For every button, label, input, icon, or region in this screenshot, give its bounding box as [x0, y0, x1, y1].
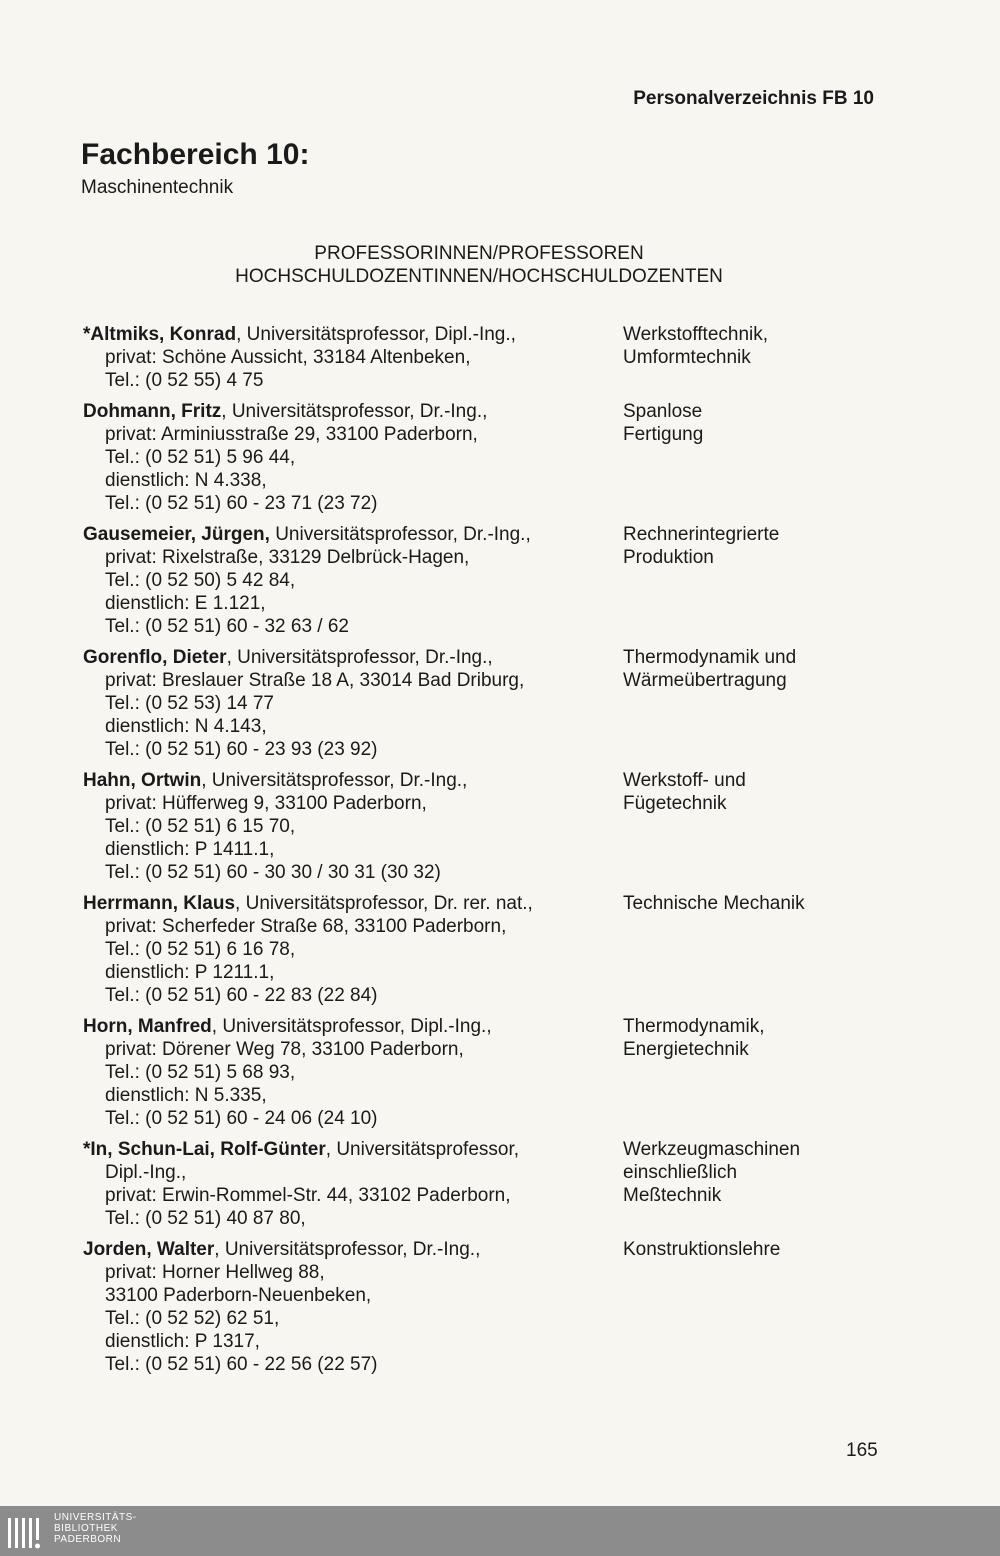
staff-name: Gorenflo, Dieter — [83, 647, 227, 668]
staff-contact — [83, 1238, 603, 1376]
staff-name-line — [83, 400, 603, 423]
staff-entry — [83, 1015, 883, 1130]
staff-subject — [623, 400, 883, 446]
staff-contact — [83, 646, 603, 761]
staff-contact — [83, 892, 603, 1007]
staff-contact-line: Tel.: (0 52 51) 60 - 32 63 / 62 — [105, 616, 349, 637]
staff-title: Universitätsprofessor, Dr.-Ing., — [269, 524, 531, 545]
staff-contact-line: Tel.: (0 52 51) 60 - 30 30 / 30 31 (30 32) — [105, 862, 441, 883]
staff-subject-line: Werkstofftechnik, — [623, 324, 769, 345]
staff-subject — [623, 523, 883, 569]
staff-contact-line: 33100 Paderborn-Neuenbeken, — [105, 1285, 372, 1306]
staff-entry — [83, 769, 883, 884]
staff-contact — [83, 523, 603, 638]
page-subtitle: Maschinentechnik — [81, 177, 234, 198]
staff-contact-line: Tel.: (0 52 52) 62 51, — [105, 1308, 280, 1329]
staff-contact-line: Tel.: (0 52 51) 60 - 24 06 (24 10) — [105, 1108, 378, 1129]
staff-title: , Universitätsprofessor, Dr. rer. nat., — [235, 893, 533, 914]
staff-contact — [83, 323, 603, 392]
staff-name: Hahn, Ortwin — [83, 770, 202, 791]
staff-title: , Universitätsprofessor, Dr.-Ing., — [221, 401, 488, 422]
staff-subject-line: Thermodynamik und — [623, 647, 797, 668]
staff-contact-line: dienstlich: N 5.335, — [105, 1085, 267, 1106]
staff-name: Jorden, Walter — [83, 1239, 215, 1260]
staff-contact-line: Tel.: (0 52 51) 5 68 93, — [105, 1062, 296, 1083]
staff-subject-line: Energietechnik — [623, 1039, 749, 1060]
staff-subject-line: Wärmeübertragung — [623, 670, 787, 691]
staff-contact-line: dienstlich: P 1211.1, — [105, 962, 275, 983]
staff-subject-line: Werkstoff- und — [623, 770, 746, 791]
page-number: 165 — [846, 1440, 878, 1461]
staff-contact-line: Tel.: (0 52 51) 6 16 78, — [105, 939, 296, 960]
staff-title: , Universitätsprofessor, Dr.-Ing., — [226, 647, 493, 668]
staff-contact — [83, 400, 603, 515]
staff-name: *In, Schun-Lai, Rolf-Günter — [83, 1139, 326, 1160]
staff-subject-line: Umformtechnik — [623, 347, 751, 368]
staff-name-line — [83, 1238, 603, 1261]
staff-name-line — [83, 892, 603, 915]
staff-subject-line: Konstruktionslehre — [623, 1239, 781, 1260]
staff-contact — [83, 769, 603, 884]
staff-contact-line: privat: Breslauer Straße 18 A, 33014 Bad Driburg, — [105, 670, 525, 691]
staff-name-line — [83, 1015, 603, 1038]
staff-contact-line: dienstlich: E 1.121, — [105, 593, 266, 614]
staff-title: , Universitätsprofessor, — [325, 1139, 520, 1160]
staff-subject-line: Technische Mechanik — [623, 893, 805, 914]
library-logo-icon — [6, 1512, 46, 1552]
staff-contact-line: privat: Hüfferweg 9, 33100 Paderborn, — [105, 793, 427, 814]
staff-subject-line: Thermodynamik, — [623, 1016, 765, 1037]
staff-entry — [83, 523, 883, 638]
library-name-line-2: BIBLIOTHEK — [54, 1523, 118, 1534]
staff-entry — [83, 323, 883, 392]
library-footer-bar — [0, 1506, 1000, 1556]
staff-contact-line: Tel.: (0 52 50) 5 42 84, — [105, 570, 296, 591]
staff-name: *Altmiks, Konrad — [83, 324, 237, 345]
staff-title: , Universitätsprofessor, Dr.-Ing., — [214, 1239, 481, 1260]
staff-contact-line: Tel.: (0 52 51) 6 15 70, — [105, 816, 296, 837]
section-heading-line-1: PROFESSORINNEN/PROFESSOREN — [314, 243, 644, 264]
staff-subject-line: Werkzeugmaschinen — [623, 1139, 801, 1160]
staff-contact-line: privat: Rixelstraße, 33129 Delbrück-Hagen, — [105, 547, 470, 568]
running-header: Personalverzeichnis FB 10 — [633, 88, 874, 109]
staff-subject-line: Fügetechnik — [623, 793, 727, 814]
staff-name: Horn, Manfred — [83, 1016, 212, 1037]
staff-list — [83, 323, 883, 1384]
section-heading-line-2: HOCHSCHULDOZENTINNEN/HOCHSCHULDOZENTEN — [235, 266, 723, 287]
staff-subject — [623, 646, 883, 692]
staff-entry — [83, 400, 883, 515]
staff-contact-line: Tel.: (0 52 51) 40 87 80, — [105, 1208, 306, 1229]
staff-name-line — [83, 323, 603, 346]
staff-name-line — [83, 769, 603, 792]
staff-contact-line: Tel.: (0 52 51) 5 96 44, — [105, 447, 296, 468]
staff-contact-line: Tel.: (0 52 51) 60 - 23 93 (23 92) — [105, 739, 378, 760]
staff-contact-line: Tel.: (0 52 51) 60 - 23 71 (23 72) — [105, 493, 378, 514]
staff-contact-line: privat: Schöne Aussicht, 33184 Altenbeken, — [105, 347, 471, 368]
staff-contact-line: Tel.: (0 52 51) 60 - 22 83 (22 84) — [105, 985, 378, 1006]
staff-contact-line: Dipl.-Ing., — [105, 1162, 187, 1183]
staff-title: , Universitätsprofessor, Dipl.-Ing., — [236, 324, 516, 345]
staff-subject — [623, 1238, 883, 1261]
staff-contact-line: privat: Horner Hellweg 88, — [105, 1262, 325, 1283]
staff-contact-line: privat: Scherfeder Straße 68, 33100 Paderborn, — [105, 916, 507, 937]
staff-subject — [623, 769, 883, 815]
staff-name-line — [83, 646, 603, 669]
section-heading — [0, 242, 958, 288]
staff-subject-line: Produktion — [623, 547, 714, 568]
library-name — [54, 1512, 137, 1545]
staff-title: , Universitätsprofessor, Dipl.-Ing., — [211, 1016, 492, 1037]
staff-name: Dohmann, Fritz — [83, 401, 222, 422]
staff-contact-line: privat: Arminiusstraße 29, 33100 Paderborn, — [105, 424, 478, 445]
staff-subject-line: Rechnerintegrierte — [623, 524, 780, 545]
staff-contact — [83, 1138, 603, 1230]
staff-subject — [623, 1138, 883, 1207]
staff-entry — [83, 646, 883, 761]
library-name-line-1: UNIVERSITÄTS- — [54, 1512, 137, 1523]
staff-contact-line: privat: Erwin-Rommel-Str. 44, 33102 Paderborn, — [105, 1185, 511, 1206]
page-title: Fachbereich 10: — [81, 138, 310, 171]
staff-subject-line: Spanlose — [623, 401, 703, 422]
staff-title: , Universitätsprofessor, Dr.-Ing., — [201, 770, 468, 791]
staff-entry — [83, 892, 883, 1007]
staff-contact-line: privat: Dörener Weg 78, 33100 Paderborn, — [105, 1039, 464, 1060]
staff-contact-line: dienstlich: N 4.143, — [105, 716, 267, 737]
staff-entry — [83, 1238, 883, 1376]
staff-contact-line: Tel.: (0 52 55) 4 75 — [105, 370, 264, 391]
staff-subject — [623, 1015, 883, 1061]
staff-subject — [623, 323, 883, 369]
staff-name-line — [83, 523, 603, 546]
library-name-line-3: PADERBORN — [54, 1534, 122, 1545]
staff-entry — [83, 1138, 883, 1230]
staff-contact-line: dienstlich: P 1317, — [105, 1331, 260, 1352]
staff-contact-line: Tel.: (0 52 53) 14 77 — [105, 693, 274, 714]
staff-subject-line: Fertigung — [623, 424, 704, 445]
staff-subject-line: einschließlich — [623, 1162, 738, 1183]
staff-subject-line: Meßtechnik — [623, 1185, 722, 1206]
staff-contact-line: dienstlich: N 4.338, — [105, 470, 267, 491]
staff-name-line — [83, 1138, 603, 1161]
staff-contact-line: dienstlich: P 1411.1, — [105, 839, 275, 860]
staff-name: Herrmann, Klaus — [83, 893, 236, 914]
staff-name: Gausemeier, Jürgen, — [83, 524, 270, 545]
staff-contact-line: Tel.: (0 52 51) 60 - 22 56 (22 57) — [105, 1354, 378, 1375]
staff-subject — [623, 892, 883, 915]
staff-contact — [83, 1015, 603, 1130]
